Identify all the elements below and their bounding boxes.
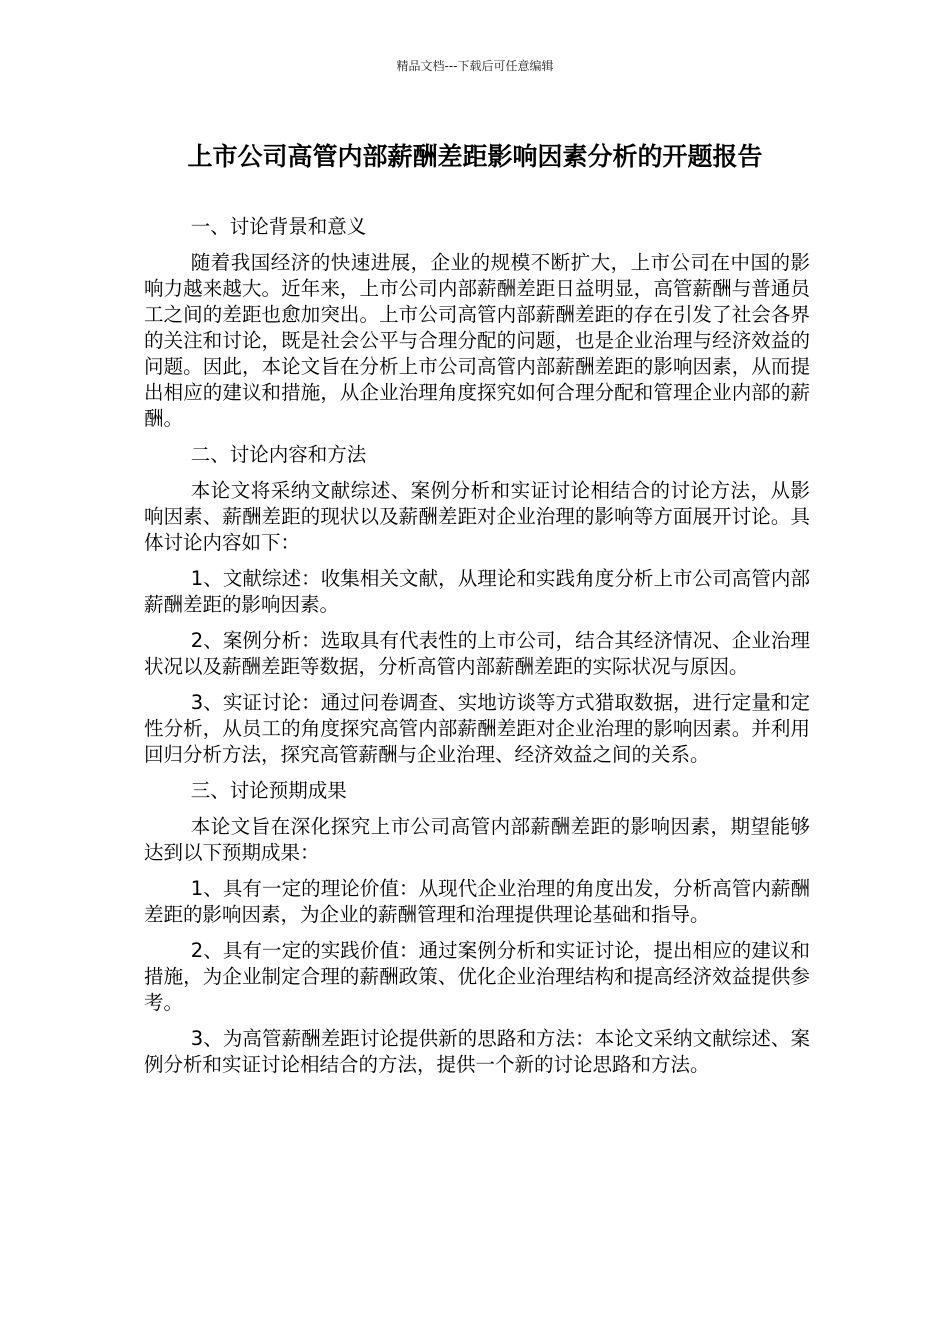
section-heading-expected-results: 三、讨论预期成果	[190, 779, 347, 802]
list-item-literature-review: 1、文献综述：收集相关文献，从理论和实践角度分析上市公司高管内部薪酬差距的影响因素。	[144, 567, 810, 616]
body-paragraph: 本论文旨在深化探究上市公司高管内部薪酬差距的影响因素，期望能够达到以下预期成果：	[144, 815, 810, 864]
body-paragraph: 本论文将采纳文献综述、案例分析和实证讨论相结合的讨论方法，从影响因素、薪酬差距的现状以及薪酬差距对企业治理的影响等方面展开讨论。具体讨论内容如下：	[144, 479, 810, 554]
list-item-case-analysis: 2、案例分析：选取具有代表性的上市公司，结合其经济情况、企业治理状况以及薪酬差距等数据，分析高管内部薪酬差距的实际状况与原因。	[144, 629, 810, 678]
header-note: 精品文档---下载后可任意编辑	[396, 59, 554, 73]
list-item-theoretical-value: 1、具有一定的理论价值：从现代企业治理的角度出发，分析高管内薪酬差距的影响因素，为企业的薪酬管理和治理提供理论基础和指导。	[144, 877, 810, 926]
list-item-new-approach: 3、为高管薪酬差距讨论提供新的思路和方法：本论文采纳文献综述、案例分析和实证讨论相结合的方法，提供一个新的讨论思路和方法。	[144, 1027, 810, 1076]
section-heading-content-method: 二、讨论内容和方法	[190, 443, 367, 466]
document-body	[144, 214, 810, 1088]
document-title: 上市公司高管内部薪酬差距影响因素分析的开题报告	[187, 142, 763, 171]
body-paragraph: 随着我国经济的快速进展，企业的规模不断扩大，上市公司在中国的影响力越来越大。近年来，上市公司内部薪酬差距日益明显，高管薪酬与普通员工之间的差距也愈加突出。上市公司高管内部薪酬差距的存在引发了社会各界的关注和讨论，既是社会公平与合理分配的问题，也是企业治理与经济效益的问题。因此，本论文旨在分析上市公司高管内部薪酬差距的影响因素，从而提出相应的建议和措施，从企业治理角度探究如何合理分配和管理企业内部的薪酬。	[144, 251, 810, 430]
section-heading-background: 一、讨论背景和意义	[190, 215, 367, 238]
list-item-empirical-study: 3、实证讨论：通过问卷调查、实地访谈等方式猎取数据，进行定量和定性分析，从员工的角度探究高管内部薪酬差距对企业治理的影响因素。并利用回归分析方法，探究高管薪酬与企业治理、经济效益之间的关系。	[144, 691, 810, 766]
list-item-practical-value: 2、具有一定的实践价值：通过案例分析和实证讨论，提出相应的建议和措施，为企业制定合理的薪酬政策、优化企业治理结构和提高经济效益提供参考。	[144, 939, 810, 1014]
